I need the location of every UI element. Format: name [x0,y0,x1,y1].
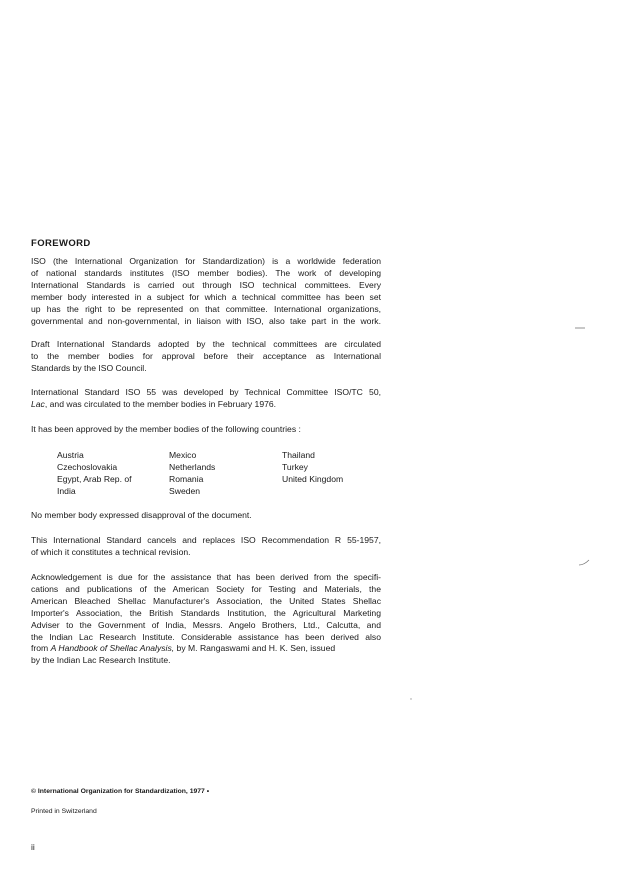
copyright-notice: © International Organization for Standardization, 1977 • [31,788,210,795]
book-title-italic: A Handbook of Shellac Analysis, [50,643,175,654]
paragraph-draft-standards [31,339,381,375]
text-fragment: , and was circulated to the member bodies in February 1976. [44,398,277,409]
country-column-2 [169,450,215,498]
text-fragment: from [31,643,51,654]
text-line: International Standard ISO 55 was developed by Technical Committee ISO/TC 50, [31,387,381,397]
paragraph-replaces [31,535,381,559]
country-item: Netherlands [169,461,216,472]
country-item: India [57,485,76,496]
paragraph-no-disapproval [31,510,381,522]
text-line: by the Indian Lac Research Institute. [31,655,171,666]
text-line: Acknowledgement is due for the assistance that has been derived from the specifi- [31,572,381,582]
country-item: United Kingdom [282,473,344,484]
text-line: No member body expressed disapproval of the document. [31,510,252,520]
text-line: of which it constitutes a technical revision. [31,546,191,557]
paragraph-acknowledgement [31,572,381,667]
country-item: Sweden [169,485,201,496]
country-column-1 [57,450,132,498]
text-line: governmental and non-governmental, in liaison with ISO, also take part in the work. [31,315,381,326]
paragraph-iso55-development [31,387,381,411]
scan-mark-1 [574,325,586,331]
foreword-heading: FOREWORD [31,238,91,249]
text-line: American Bleached Shellac Manufacturer's Association, the United States Shellac [31,595,381,606]
printed-in-notice: Printed in Switzerland [31,808,97,815]
country-item: Thailand [282,450,315,460]
text-line: member body interested in a subject for which a technical committee has been set [31,291,381,302]
text-line: ISO (the International Organization for Standardization) is a worldwide federation [31,256,381,266]
country-item: Austria [57,450,84,460]
paragraph-iso-intro [31,256,381,327]
committee-name-italic: Lac [31,398,45,409]
text-line: up has the right to be represented on that committee. International organizations, [31,303,381,314]
text-line: Importer's Association, the British Standards Institution, the Agricultural Marketing [31,607,381,618]
text-line: This International Standard cancels and replaces ISO Recommendation R 55-1957, [31,535,381,545]
country-item: Mexico [169,450,197,460]
text-line: to the member bodies for approval before their acceptance as International [31,350,381,361]
text-line: Standards by the ISO Council. [31,362,147,373]
scan-mark-3 [409,697,413,701]
scan-mark-2 [578,559,590,567]
text-line: Draft International Standards adopted by the technical committees are circulated [31,339,381,349]
text-line: International Standards is carried out through ISO technical committees. Every [31,279,381,290]
page-number: ii [31,842,35,852]
text-line: It has been approved by the member bodies of the following countries : [31,424,301,434]
paragraph-approval [31,424,381,436]
country-item: Egypt, Arab Rep. of [57,473,132,484]
country-item: Romania [169,473,204,484]
text-line [31,399,381,411]
text-line: of national standards institutes (ISO member bodies). The work of developing [31,267,381,278]
text-line: cations and publications of the American Society for Testing and Materials, the [31,583,381,594]
country-item: Czechoslovakia [57,461,118,472]
text-fragment: by M. Rangaswami and H. K. Sen, issued [174,643,336,654]
country-column-3 [282,450,343,486]
text-line [31,643,381,655]
text-line: Adviser to the Government of India, Messrs. Angelo Brothers, Ltd., Calcutta, and [31,619,381,630]
country-item: Turkey [282,461,308,472]
text-line: the Indian Lac Research Institute. Considerable assistance has been derived also [31,631,381,642]
